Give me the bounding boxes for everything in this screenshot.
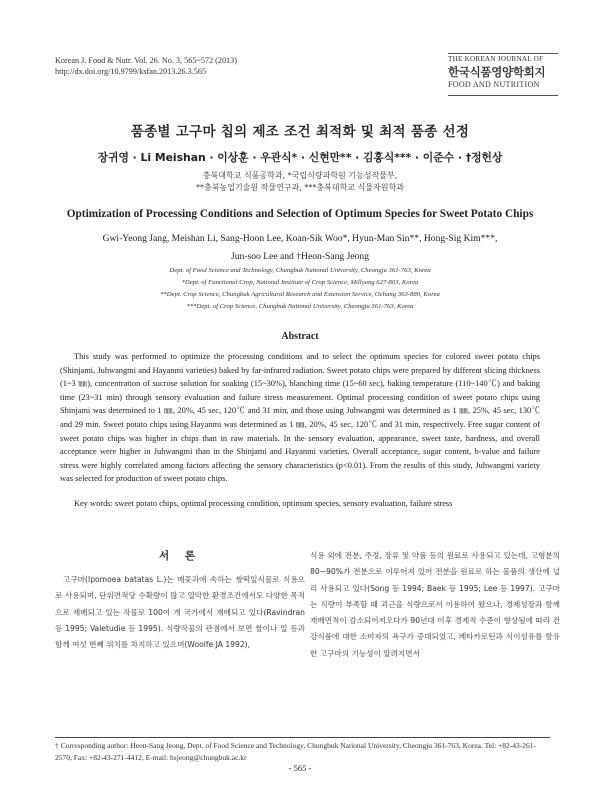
intro-left-column	[55, 572, 305, 653]
english-affiliation-1: Dept. of Food Science and Technology, Chungbuk National University, Cheongju 361-763, Korea	[169, 267, 431, 274]
intro-right-text: 식용 외에 전분, 주정, 장류 및 약품 등의 원료로 사용되고 있는데, 고형분의 80~90%가 전분으로 이루어져 있어 전분을 원료로 하는 물품의 생산에 널리 사용되고 있다(Song 등 1994; Baek 등 1995; Lee 등 1997). 고구마는 식량이 부족할 때 괴근을 식량으로서 이용하여 왔으나, 경제성장과 함께 재배면적이 감소되어져오다가 90년대 이후 경제적 수준이 향상됨에 따라 건강식품에 대한 소비자의 욕구가 증대되었고, 베타카로틴과 식이섬유를 함유한 고구마의 기능성이 알려지면서	[310, 551, 560, 658]
korean-affiliation-2: **충북농업기술원 작물연구과, ***충북대학교 식물자원학과	[196, 183, 404, 192]
journal-citation	[55, 55, 237, 77]
abstract-text: This study was performed to optimize the processing conditions and to select the optimum species for colored sweet potato chips (Shinjami, Juhwangmi and Hayanmi varieties) baked by far-infrared radiation. Sweet potato chips were prepared by different slicing thickness (1~3 ㎜), concentration of sucrose solution for soaking (15~30%), blanching time (15~60 sec), baking temperature (110~140℃) and baking time (23~31 min) through sensory evaluation and failure stress measurement. Optimal processing condition of sweet potato chips using Shinjami was determined to 1 ㎜, 20%, 45 sec, 120℃ and 31 min, and those using Juhwangmi was determined as 1 ㎜, 25%, 45 sec, 130℃ and 29 min. Sweet potato chips using Hayanmi was determined as 1 ㎜, 20%, 45 sec, 120℃ and 31 min, respectively. Free sugar content of sweet potato chips was higher in chips than in raw materials. In the sensory evaluation, appearance, sweet taste, hardness, and overall acceptance were higher in Juhwangmi than in the Shinjami and Hayanmi varieties. Overall acceptance, sugar content, b-value and failure stress were highly correlated among factors affecting the sensory characteristics (p<0.01). From the results of this study, Juhwangmi variety was selected for production of sweet potato chips.	[60, 352, 540, 484]
masthead-line-1: THE KOREAN JOURNAL OF	[448, 55, 544, 63]
header-rule-bottom	[448, 95, 558, 96]
page-number: - 565 -	[288, 763, 312, 773]
keywords: Key words: sweet potato chips, optimal processing condition, optimum species, sensory evaluation, failure stress	[74, 499, 453, 508]
korean-affiliation-1: 충북대학교 식품공학과, *국립식량과학원 기능성작물부,	[202, 171, 398, 180]
corresponding-author-footnote: † Corresponding author: Heon-Sang Jeong, Dept. of Food Science and Technology, Chungbuk National University, Cheongju 361-763, Korea. Tel: +82-43-261-2570, Fax: +82-43-271-4412, E-mail: hsjeong@chungbuk.ac.kr	[55, 741, 537, 762]
abstract-heading: Abstract	[281, 331, 319, 342]
english-affiliation-3: **Dept. Crop Science, Chungbuk Agricultural Research and Extension Service, Ochang 363-880, Korea	[160, 291, 440, 298]
section-heading-introduction: 서 론	[159, 550, 201, 562]
doi-link[interactable]: http://dx.doi.org/10.9799/ksfan.2013.26.3.565	[55, 67, 207, 76]
masthead-line-2: 한국식품영양학회지	[448, 65, 546, 79]
intro-right-column	[310, 548, 560, 662]
english-affiliation-2: *Dept. of Functional Crop, National Institute of Crop Science, Millyang 627-803, Korea	[181, 279, 419, 286]
korean-title: 품종별 고구마 칩의 제조 조건 최적화 및 최적 품종 선정	[130, 124, 470, 140]
header-rule-top	[448, 53, 558, 54]
footnote-rule	[55, 737, 550, 738]
journal-line-1: Korean J. Food & Nutr. Vol. 26. No. 3, 565~572 (2013)	[55, 56, 237, 65]
korean-authors: 장귀영 · Li Meishan · 이상훈 · 우관식* · 신현만** · 김홍식*** · 이준수 · †정헌상	[97, 151, 503, 164]
masthead-line-3: FOOD AND NUTRITION	[448, 80, 540, 89]
english-title: Optimization of Processing Conditions and Selection of Optimum Species for Sweet Potato Chips	[66, 208, 534, 220]
intro-left-text: 고구마(Ipomoea batatas L.)는 메꽃과에 속하는 쌍떡잎식물로 식용으로 사용되며, 단위면적당 수확량이 많고 열악한 환경조건에서도 다양한 목적으로 재배되고 있는 작물로 100여 개 국가에서 재배되고 있다(Ravindran 등 1995; Valetudie 등 1995). 식량작물의 관점에서 보면 쌀이나 밀 등과 함께 여섯 번째 위치를 차지하고 있으며(Woolfe JA 1992),	[55, 575, 305, 650]
english-authors-line-1: Gwi-Yeong Jang, Meishan Li, Sang-Hoon Lee, Koan-Sik Woo*, Hyun-Man Sin**, Hong-Sig Kim***,	[102, 233, 498, 244]
abstract-body	[60, 350, 540, 486]
english-authors-line-2: Jun-soo Lee and †Heon-Sang Jeong	[230, 251, 369, 262]
english-affiliation-4: ***Dept. of Crop Science, Chungbuk National University, Cheongju 361-763, Korea	[186, 303, 414, 310]
journal-masthead	[448, 55, 558, 89]
